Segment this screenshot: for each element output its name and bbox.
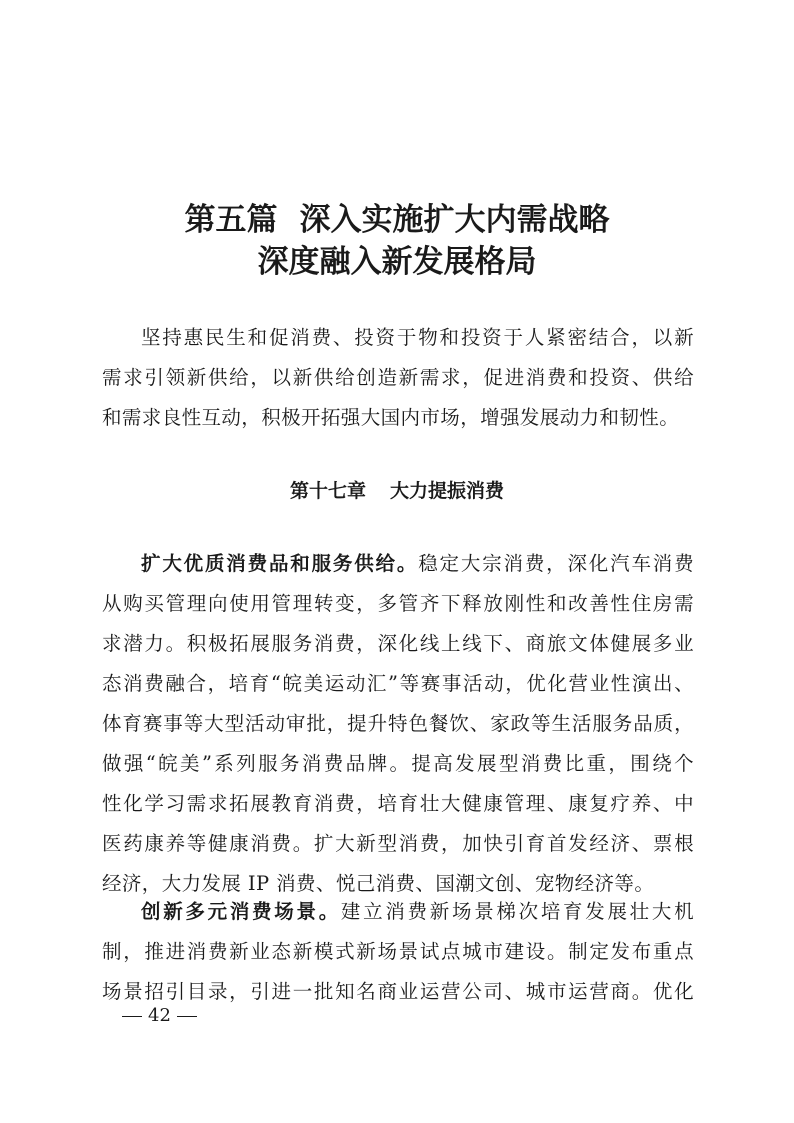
section1-lead: 扩大优质消费品和服务供给。 xyxy=(141,552,419,575)
dash-right xyxy=(177,1016,197,1017)
intro-line: 和需求良性互动，积极开拓强大国内市场，增强发展动力和韧性。 xyxy=(102,406,680,429)
section1-line: 态消费融合，培育“皖美运动汇”等赛事活动，优化营业性演出、 xyxy=(102,672,694,695)
page-number xyxy=(116,1002,203,1030)
intro-line: 坚持惠民生和促消费、投资于物和投资于人紧密结合，以新 xyxy=(141,326,694,349)
section1-line: 从购买管理向使用管理转变，多管齐下释放刚性和改善性住房需 xyxy=(102,592,694,615)
section2-paragraph xyxy=(102,892,694,1012)
section1-line: 性化学习需求拓展教育消费，培育壮大健康管理、康复疗养、中 xyxy=(102,792,694,815)
section1-line: 体育赛事等大型活动审批，提升特色餐饮、家政等生活服务品质， xyxy=(102,712,694,735)
section1-line: 做强“皖美”系列服务消费品牌。提高发展型消费比重，围绕个 xyxy=(102,752,694,775)
chapter-heading xyxy=(0,476,794,506)
intro-paragraph xyxy=(102,318,694,438)
page-number-value: 42 xyxy=(148,1005,171,1026)
section1-first-line-rest: 稳定大宗消费，深化汽车消费 xyxy=(418,552,695,575)
section1-first-line xyxy=(102,544,694,584)
part-title-line2: 深度融入新发展格局 xyxy=(257,244,537,280)
dash-left xyxy=(122,1016,142,1017)
part-number: 第五篇 xyxy=(184,202,278,238)
intro-line: 需求引领新供给，以新供给创造新需求，促进消费和投资、供给 xyxy=(102,366,694,389)
section2-line: 制，推进消费新业态新模式新场景试点城市建设。制定发布重点 xyxy=(102,940,694,963)
section2-first-line xyxy=(102,892,694,932)
section1-line: 医药康养等健康消费。扩大新型消费，加快引育首发经济、票根 xyxy=(102,832,694,855)
section2-line: 场景招引目录，引进一批知名商业运营公司、城市运营商。优化 xyxy=(102,980,694,1003)
section1-line: 经济，大力发展 IP 消费、悦己消费、国潮文创、宠物经济等。 xyxy=(102,872,655,895)
section2-first-line-rest: 建立消费新场景梯次培育发展壮大机 xyxy=(340,900,694,923)
section2-lead: 创新多元消费场景。 xyxy=(141,900,341,923)
part-title-text: 深入实施扩大内需战略 xyxy=(299,202,610,238)
section1-paragraph xyxy=(102,544,694,904)
part-title-line1 xyxy=(0,200,794,240)
chapter-name: 大力提振消费 xyxy=(390,480,505,502)
section1-line: 求潜力。积极拓展服务消费，深化线上线下、商旅文体健展多业 xyxy=(102,632,694,655)
chapter-number: 第十七章 xyxy=(289,480,366,502)
